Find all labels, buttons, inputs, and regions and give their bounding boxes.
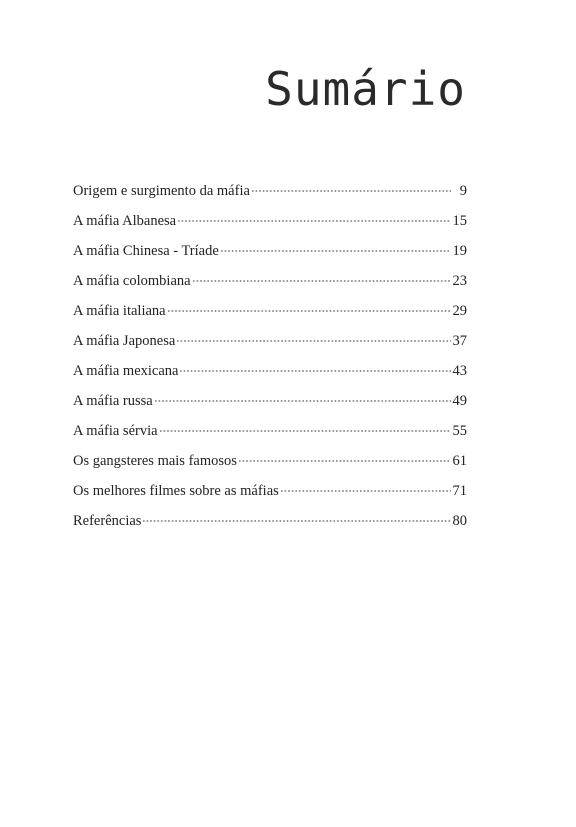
toc-entry-label: A máfia sérvia — [73, 423, 158, 439]
toc-dot-leader — [280, 490, 451, 492]
toc-entry-page: 49 — [452, 393, 467, 409]
toc-entry — [73, 476, 467, 506]
toc-entry — [73, 506, 467, 536]
toc-dot-leader — [192, 280, 451, 282]
toc-entry-label: A máfia Chinesa - Tríade — [73, 243, 219, 259]
toc-entry-page: 55 — [452, 423, 467, 439]
page-title: Sumário — [265, 62, 466, 116]
toc-entry — [73, 416, 467, 446]
toc-entry-page: 43 — [452, 363, 467, 379]
toc-entry-page: 9 — [459, 183, 467, 199]
toc-dot-leader — [177, 220, 450, 222]
toc-entry-label: Os melhores filmes sobre as máfias — [73, 483, 279, 499]
toc-entry-label: A máfia mexicana — [73, 363, 179, 379]
toc-dot-leader — [251, 190, 451, 192]
toc-entry-label: A máfia italiana — [73, 303, 166, 319]
toc-dot-leader — [220, 250, 451, 252]
toc-entry — [73, 296, 467, 326]
toc-entry-label: A máfia Albanesa — [73, 213, 177, 229]
toc-entry — [73, 446, 467, 476]
toc-entry — [73, 236, 467, 266]
toc-entry-page: 37 — [452, 333, 467, 349]
toc-entry-page: 80 — [452, 513, 467, 529]
toc-entry-page: 15 — [452, 213, 467, 229]
toc-dot-leader — [167, 310, 451, 312]
toc-dot-leader — [142, 520, 450, 522]
toc-entry-page: 71 — [452, 483, 467, 499]
toc-dot-leader — [176, 340, 450, 342]
toc-entry — [73, 326, 467, 356]
table-of-contents — [73, 176, 467, 536]
toc-dot-leader — [159, 430, 451, 432]
toc-entry-label: A máfia Japonesa — [73, 333, 176, 349]
toc-entry-label: Origem e surgimento da máfia — [73, 183, 250, 199]
toc-entry-page: 29 — [452, 303, 467, 319]
toc-entry — [73, 206, 467, 236]
toc-entry-label: Os gangsteres mais famosos — [73, 453, 237, 469]
toc-entry-page: 61 — [452, 453, 467, 469]
toc-entry-label: A máfia russa — [73, 393, 153, 409]
toc-entry — [73, 356, 467, 386]
toc-entry-label: Referências — [73, 513, 142, 529]
toc-entry-page: 23 — [452, 273, 467, 289]
toc-entry-page: 19 — [452, 243, 467, 259]
toc-entry-label: A máfia colombiana — [73, 273, 191, 289]
toc-dot-leader — [238, 460, 451, 462]
toc-entry — [73, 176, 467, 206]
toc-dot-leader — [154, 400, 451, 402]
toc-dot-leader — [179, 370, 450, 372]
toc-entry — [73, 386, 467, 416]
toc-entry — [73, 266, 467, 296]
